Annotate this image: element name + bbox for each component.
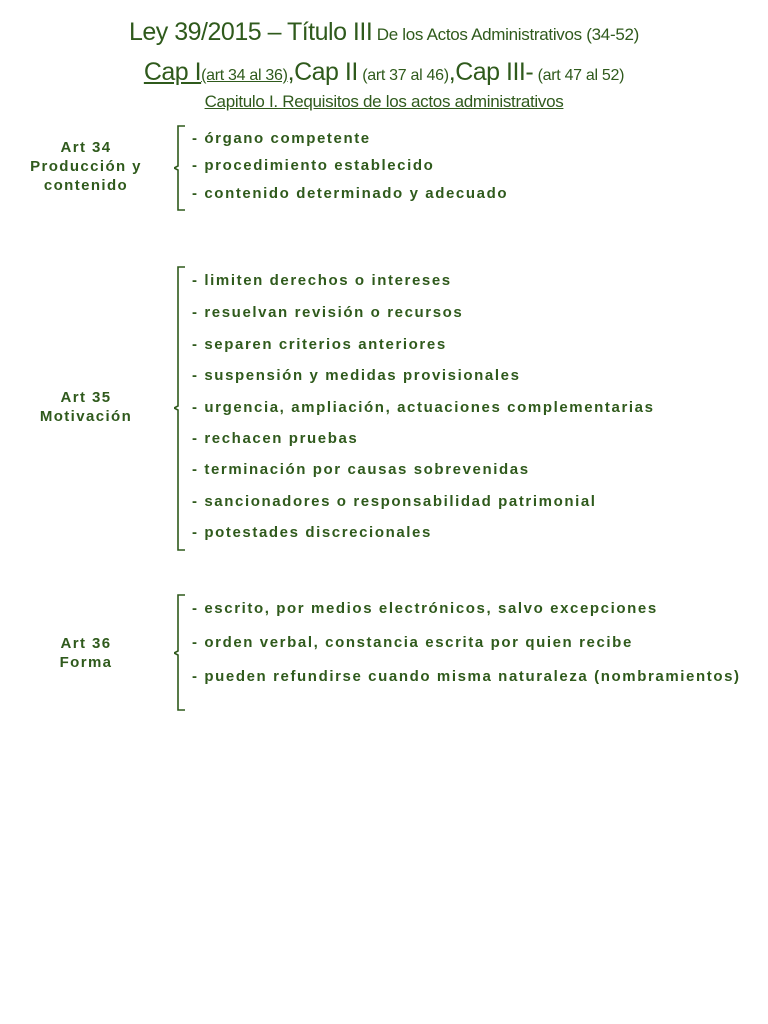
law-subtitle: De los Actos Administrativos (34-52) (376, 25, 639, 44)
art-name-line: contenido (43, 177, 129, 194)
art-number: Art 34 (60, 139, 112, 156)
chapter-title (0, 92, 768, 112)
list-item: - terminación por causas sobrevenidas (192, 461, 530, 478)
document-title (0, 18, 768, 47)
brace-art-36 (174, 594, 186, 712)
art-name-line: Motivación (39, 408, 133, 425)
list-item: - contenido determinado y adecuado (192, 185, 509, 202)
list-item: - sancionadores o responsabilidad patrimonial (192, 493, 597, 510)
art-35-label (16, 388, 156, 426)
list-item: - rechacen pruebas (192, 430, 359, 447)
art-number: Art 35 (60, 389, 112, 406)
list-item: - suspensión y medidas provisionales (192, 367, 521, 384)
chapter-2-label: Cap II (294, 58, 358, 86)
chapter-2-range: (art 37 al 46) (362, 67, 449, 84)
art-36-label (16, 634, 156, 672)
list-item: - separen criterios anteriores (192, 336, 447, 353)
list-item: - limiten derechos o intereses (192, 272, 452, 289)
list-item: - procedimiento establecido (192, 157, 435, 174)
list-item: - pueden refundirse cuando misma naturaleza (nombramientos) (192, 668, 741, 685)
brace-art-35 (174, 266, 186, 552)
chapter-1-range: (art 34 al 36) (201, 67, 288, 84)
list-item: - potestades discrecionales (192, 524, 432, 541)
art-34-label (16, 138, 156, 195)
art-number: Art 36 (60, 635, 112, 652)
separator-2: , (448, 58, 456, 86)
list-item: - orden verbal, constancia escrita por quien recibe (192, 634, 633, 651)
list-item: - resuelvan revisión o recursos (192, 304, 464, 321)
chapter-3-range: (art 47 al 52) (537, 67, 625, 84)
law-title: Ley 39/2015 – Título III (129, 18, 373, 46)
chapter-3-label: Cap III- (455, 58, 534, 86)
list-item: - urgencia, ampliación, actuaciones complementarias (192, 399, 655, 416)
chapter-1-label: Cap I (143, 58, 202, 86)
chapter-title-text: Capitulo I. Requisitos de los actos administrativos (204, 92, 564, 111)
separator-1: , (287, 58, 295, 86)
list-item: - escrito, por medios electrónicos, salvo excepciones (192, 600, 658, 617)
chapters-line (0, 58, 768, 87)
art-name-line: Forma (59, 654, 113, 671)
list-item: - órgano competente (192, 130, 371, 147)
brace-art-34 (174, 125, 186, 211)
art-name-line: Producción y (30, 158, 142, 175)
